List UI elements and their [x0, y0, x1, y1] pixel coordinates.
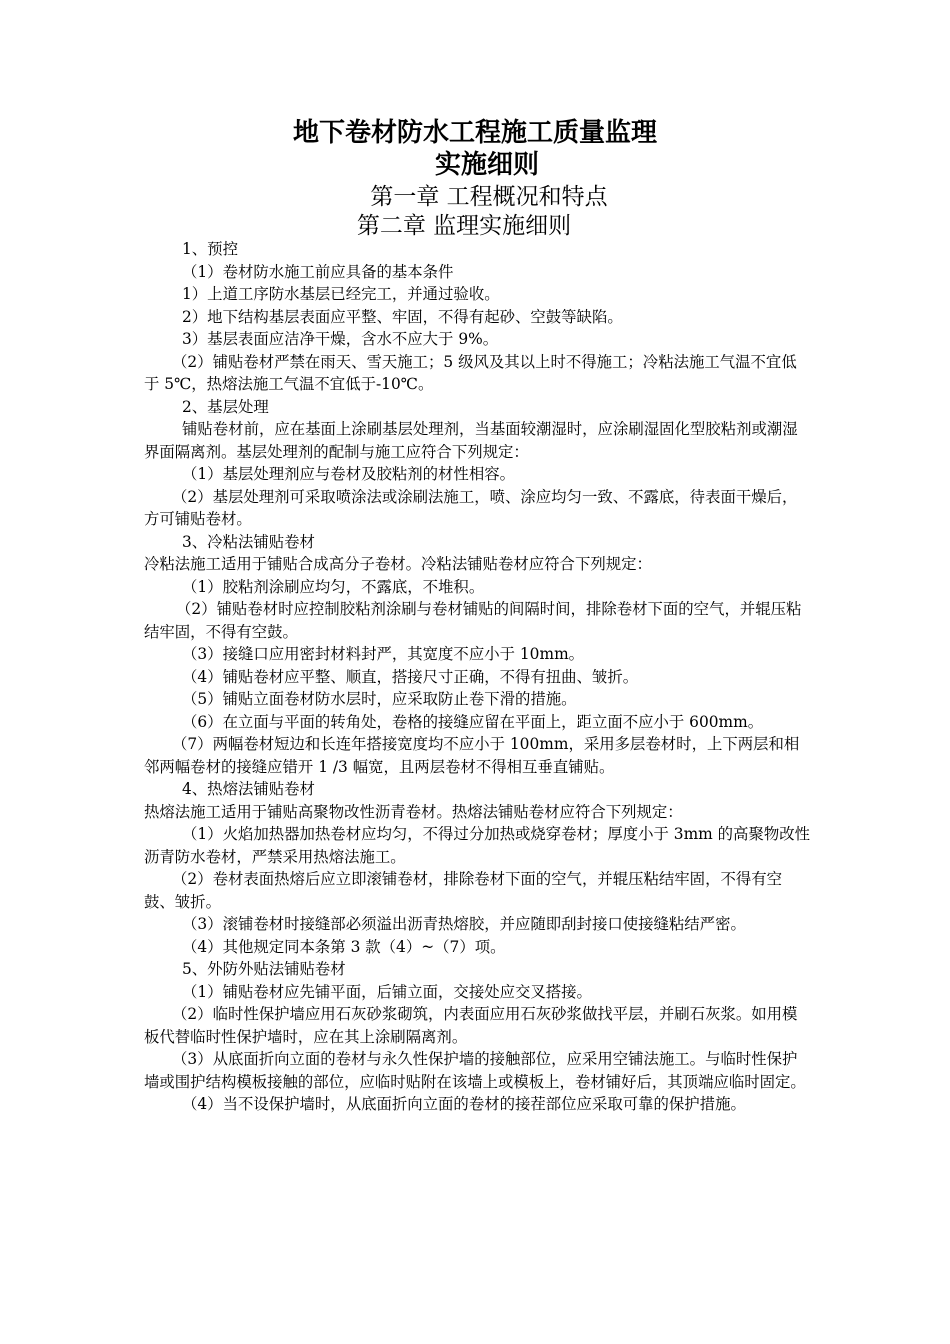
paragraph: （2）临时性保护墙应用石灰砂浆砌筑，内表面应用石灰砂浆做找平层，并刷石灰浆。如用模板代替临时性保护墙时，应在其上涂刷隔离剂。	[144, 1005, 798, 1046]
document-title-line2: 实施细则	[434, 150, 539, 180]
paragraph: （2）铺贴卷材严禁在雨天、雪天施工；5 级风及其以上时不得施工；冷粘法施工气温不宜低于 5℃，热熔法施工气温不宜低于-10℃。	[144, 352, 797, 393]
chapter-heading-2: 第二章 监理实施细则	[356, 213, 572, 239]
paragraph: （3）滚铺卷材时接缝部必须溢出沥青热熔胶，并应随即刮封接口使接缝粘结严密。	[182, 915, 746, 933]
paragraph: （2）基层处理剂可采取喷涂法或涂刷法施工，喷、涂应均匀一致、不露底，待表面干燥后，方可铺贴卷材。	[144, 487, 798, 528]
paragraph: （6）在立面与平面的转角处，卷格的接缝应留在平面上，距立面不应小于 600mm。	[182, 712, 764, 731]
paragraph: 冷粘法施工适用于铺贴合成高分子卷材。冷粘法铺贴卷材应符合下列规定：	[144, 555, 652, 573]
paragraph: 2）地下结构基层表面应平整、牢固，不得有起砂、空鼓等缺陷。	[182, 307, 623, 326]
paragraph: （4）铺贴卷材应平整、顺直，搭接尺寸正确，不得有扭曲、皱折。	[182, 667, 639, 686]
paragraph: （3）接缝口应用密封材料封严，其宽度不应小于 10mm。	[182, 645, 585, 663]
section-heading-external-method: 5、外防外贴法铺贴卷材	[182, 960, 346, 978]
section-heading-precontrol: 1、预控	[182, 240, 238, 258]
paragraph: （4）其他规定同本条第 3 款（4）~（7）项。	[182, 937, 506, 956]
section-heading-hot-melt: 4、热熔法铺贴卷材	[182, 780, 315, 798]
document-body	[144, 238, 812, 1116]
paragraph: （1）卷材防水施工前应具备的基本条件	[182, 262, 454, 281]
paragraph: （7）两幅卷材短边和长连年搭接宽度均不应小于 100mm，采用多层卷材时，上下两层和相邻两幅卷材的接缝应错开 1 /3 幅宽，且两层卷材不得相互垂直铺贴。	[144, 735, 800, 776]
paragraph: 3）基层表面应洁净干燥，含水不应大于 9%。	[182, 330, 499, 348]
chapter-heading-1: 第一章 工程概况和特点	[370, 184, 608, 210]
section-heading-base-treatment: 2、基层处理	[182, 397, 269, 416]
paragraph: （1）火焰加热器加热卷材应均匀，不得过分加热或烧穿卷材；厚度小于 3mm 的高聚物改性沥青防水卷材，严禁采用热熔法施工。	[144, 825, 811, 866]
paragraph: 热熔法施工适用于铺贴高聚物改性沥青卷材。热熔法铺贴卷材应符合下列规定：	[144, 802, 683, 821]
paragraph: （3）从底面折向立面的卷材与永久性保护墙的接触部位，应采用空铺法施工。与临时性保护墙或围护结构模板接触的部位，应临时贴附在该墙上或模板上，卷材铺好后，其顶端应临时固定。	[144, 1050, 806, 1091]
paragraph: （4）当不设保护墙时，从底面折向立面的卷材的接茬部位应采取可靠的保护措施。	[182, 1095, 746, 1113]
paragraph: （1）基层处理剂应与卷材及胶粘剂的材性相容。	[182, 465, 515, 483]
paragraph: （2）卷材表面热熔后应立即滚铺卷材，排除卷材下面的空气，并辊压粘结牢固，不得有空鼓、皱折。	[144, 870, 783, 911]
paragraph: 1）上道工序防水基层已经完工，并通过验收。	[182, 285, 500, 303]
section-heading-cold-bonding: 3、冷粘法铺贴卷材	[182, 532, 315, 551]
paragraph: 铺贴卷材前，应在基面上涂刷基层处理剂，当基面较潮湿时，应涂刷湿固化型胶粘剂或潮湿界面隔离剂。基层处理剂的配制与施工应符合下列规定：	[144, 420, 798, 461]
paragraph: （1）铺贴卷材应先铺平面，后铺立面，交接处应交叉搭接。	[182, 982, 592, 1001]
paragraph: （5）铺贴立面卷材防水层时，应采取防止卷下滑的措施。	[182, 690, 577, 708]
paragraph: （1）胶粘剂涂刷应均匀，不露底，不堆积。	[182, 577, 485, 596]
paragraph: （2）铺贴卷材时应控制胶粘剂涂刷与卷材铺贴的间隔时间，排除卷材下面的空气，并辊压粘结牢固，不得有空鼓。	[144, 600, 802, 641]
document-title-line1: 地下卷材防水工程施工质量监理	[292, 118, 657, 148]
